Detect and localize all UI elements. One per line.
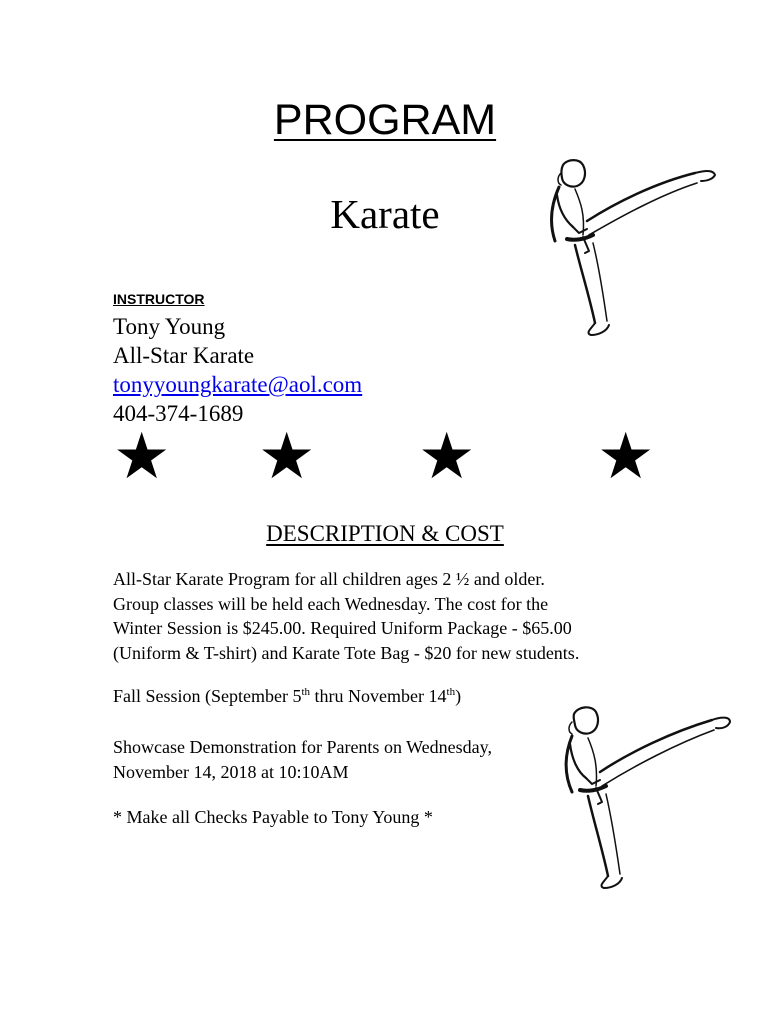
instructor-name: Tony Young — [113, 314, 226, 339]
karate-kick-figure-icon — [545, 155, 720, 340]
description-line: (Uniform & T-shirt) and Karate Tote Bag - $20 for new students. — [113, 642, 580, 663]
description-line: Group classes will be held each Wednesday. The cost for the — [113, 593, 549, 614]
checks-payable-note: * Make all Checks Payable to Tony Young * — [113, 807, 433, 827]
star-icon: ★ — [113, 421, 171, 492]
description-line: All-Star Karate Program for all children ages 2 ½ and older. — [113, 569, 545, 589]
description-line: Winter Session is $245.00. Required Uniform Package - $65.00 — [113, 618, 572, 638]
instructor-heading: INSTRUCTOR — [113, 291, 205, 307]
fall-session-dates: Fall Session (September 5th thru November 14th) — [113, 686, 462, 706]
program-subtitle: Karate — [330, 191, 440, 237]
program-description — [113, 567, 673, 665]
description-cost-heading: DESCRIPTION & COST — [266, 521, 504, 546]
page-title: PROGRAM — [273, 96, 497, 144]
star-icon: ★ — [418, 421, 476, 492]
showcase-line: Showcase Demonstration for Parents on Wednesday, — [113, 737, 492, 757]
star-icon: ★ — [597, 421, 655, 492]
showcase-notice — [113, 735, 573, 784]
star-icon: ★ — [258, 421, 316, 492]
showcase-line: November 14, 2018 at 10:10AM — [113, 761, 349, 782]
karate-kick-figure-icon — [560, 700, 735, 890]
instructor-email-link[interactable]: tonyyoungkarate@aol.com — [113, 372, 363, 397]
instructor-phone: 404-374-1689 — [113, 401, 244, 426]
instructor-organization: All-Star Karate — [113, 343, 255, 368]
